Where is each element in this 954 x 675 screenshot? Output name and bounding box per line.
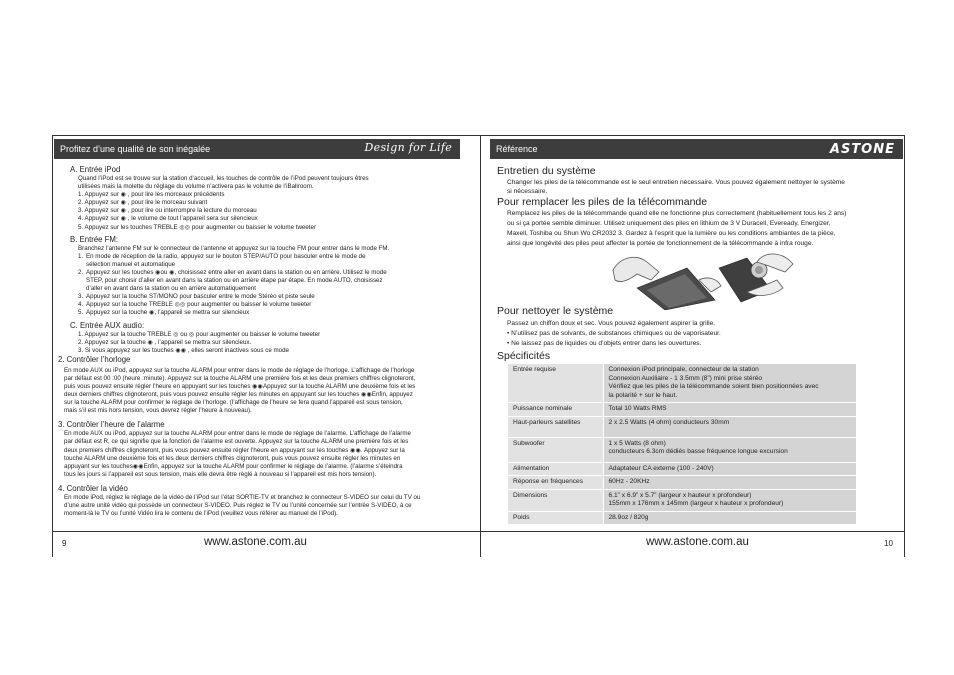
table-row (508, 364, 856, 403)
text-line: deux derniers chiffres clignoteront, puis vous pouvez ensuite régler les minutes en appuyant sur les touches ◉◉Enfin, appuyez (64, 391, 413, 399)
nettoyer-section (497, 305, 902, 363)
section-b-intro: Branchez l’antenne FM sur le connecteur de l’antenne et appuyez sur la touche FM pour entrer dans le mode FM. (78, 244, 390, 252)
text-line: En mode de réception de la radio, appuyez sur le bouton STEP/AUTO pour basculer entre le mode de (86, 252, 366, 260)
right-page-body (497, 165, 902, 249)
text-line: Connexion iPod principale, connecteur de la station (608, 366, 759, 373)
text-line: utilisées mais la molette du réglage du volume n’activera pas le volume de l’iBallroom. (78, 183, 314, 191)
text-line: la polarité + sur le haut. (608, 391, 678, 399)
left-header-title: Profitez d’une qualité de son inégalée (60, 144, 211, 154)
spec-value (603, 511, 856, 525)
nettoyer-intro: Passez un chiffon doux et sec. Vous pouvez également aspirer la grille. (507, 320, 716, 327)
list-item: 1. Appuyez sur ◉ , pour lire les morceaux précédents (78, 191, 225, 199)
list-item: 5. Appuyez sur les touches TREBLE ◎◎ pour augmenter ou baisser le volume tweeter (78, 223, 317, 231)
table-row (508, 511, 856, 525)
text-line: mais s’il est mis hors tension, vous devrez régler l’heure à nouveau). (64, 407, 252, 415)
section-4-text (58, 494, 462, 518)
text-line: par défaut est 00 :00 (heure :minute). Appuyez sur la touche ALARM une première fois et les deux premiers chiffres clignoteront, (64, 374, 416, 382)
text-line: sélection manuel et automatique (86, 260, 176, 268)
section-a-list (58, 191, 462, 231)
text-line: tous les jours si l’appareil est sous tension, mais elle devra être réglé à nouveau si l’appareil est mis hors tension). (64, 470, 377, 478)
text-line: Changer les piles de la télécommande est le seul entretien nécessaire. Vous pouvez également nettoyer le système (507, 179, 845, 186)
text-line: Remplacez les piles de la télécommande quand elle ne fonctionne plus correctement (habituellement tous les 2 ans) (507, 210, 847, 217)
spec-value (603, 462, 856, 476)
text-line: Connexion Auxiliaire - 1 3.5mm (8”) mini prise stéréo (608, 374, 763, 382)
bullet-item: • N’utilisez pas de solvants, de substances chimiques ou de vaporisateur. (507, 330, 721, 337)
text-line: En mode AUX ou iPod, appuyez sur la touche ALARM pour entrer dans le mode de réglage de l’horloge. L’affichage de l’horloge (64, 366, 415, 374)
spec-key: Puissance nominale (508, 403, 603, 417)
text-line: ainsi que longévité des piles peut affecter la portée de fonctionnement de la télécommande à infra rouge. (507, 240, 814, 247)
spec-value (603, 416, 856, 437)
section-2-heading: 2. Contrôler l’horloge (58, 354, 131, 364)
entretien-heading: Entretien du système (497, 165, 596, 177)
spec-key: Dimensions (508, 489, 603, 511)
list-item (58, 309, 462, 317)
text-line: Appuyez sur la touche ST/MONO pour basculer entre le mode Stéréo et piste seule (86, 293, 315, 301)
piles-heading: Pour remplacer les piles de la télécommande (497, 196, 708, 208)
section-b-heading: B. Entrée FM: (70, 234, 119, 244)
right-header-title: Référence (496, 144, 538, 154)
section-3-text (58, 430, 462, 479)
table-row (508, 476, 856, 490)
text-line: 28.9oz / 820g (608, 513, 649, 521)
spec-key: Subwoofer (508, 437, 603, 462)
text-line: En mode iPod, réglez le réglage de la vidéo de l’iPod sur l’état SORTIE-TV et branchez le connecteur S-VIDEO sur celui du TV ou (64, 493, 421, 501)
text-line: 1 x 5 Watts (8 ohm) (608, 439, 666, 447)
list-item (58, 269, 462, 293)
list-item (58, 301, 462, 309)
text-line: par défaut est R, ce qui signifie que la fonction de l’alarme est ouverte. Appuyez sur la touche ALARM une première fois et les (64, 438, 409, 446)
section-2-text (58, 367, 462, 416)
spec-key: Alimentation (508, 462, 603, 476)
text-line: Appuyez sur la touche TREBLE ◎◎ pour augmenter ou baisser le volume tweeter (86, 301, 312, 309)
text-line: 60Hz - 20KHz (608, 478, 650, 485)
page-divider (480, 135, 481, 557)
frame-bottom-rule (52, 531, 905, 532)
specs-heading: Spécificités (497, 350, 551, 362)
frame-top-rule (52, 135, 905, 136)
item-number: 4. (78, 301, 84, 309)
text-line: STEP, pour choisir d’aller en avant dans la station ou en arrière étape par étape. En mode AUTO, choisissez (86, 277, 383, 285)
text-line: Maxell, Toshiba ou Shun Wo CR2032 3. Gardez à l’esprit que la lumière ou les conditions ambiantes de la pièce, (507, 230, 836, 237)
text-line: si nécessaire. (507, 188, 548, 195)
list-item: 2. Appuyez sur la touche ◉ , l’appareil se mettra sur silencieux. (78, 338, 252, 346)
text-line: touche ALARM une deuxième fois et les deux derniers chiffres clignoteront, puis vous pouvez ensuite régler les minutes en (64, 454, 401, 462)
text-line: moment-là le TV ou l’unité Vidéo lira le contenu de l’iPod (veuillez vous référer au manuel de l’iPod). (64, 510, 338, 518)
spec-value (603, 476, 856, 490)
text-line: Quand l’iPod est se trouve sur la station d’accueil, les touches de contrôle de l’iPod peuvent toujours êtres (78, 175, 369, 182)
text-line: sur la touche ALARM pour confirmer le réglage de l’horloge. (l’affichage de l’heure se fera quand l’appareil est sous tension, (64, 399, 403, 407)
text-line: Appuyez sur les touches ◉ou ◉, choisissez entre aller en avant dans la station ou en arrière. Utilisez le mode (86, 268, 387, 276)
spec-key: Entrée requise (508, 364, 603, 403)
left-header-bar (54, 139, 460, 159)
right-footer-url[interactable]: www.astone.com.au (646, 536, 749, 548)
astone-logo: ASTONE (829, 142, 895, 157)
spec-value (603, 489, 856, 511)
list-item: 3. Appuyez sur ◉ , pour lire ou interrompre la lecture du morceau (78, 207, 257, 215)
specifications-table (508, 364, 856, 525)
text-line: Total 10 Watts RMS (608, 405, 667, 412)
frame-left-rule (52, 135, 53, 557)
piles-text (497, 209, 902, 249)
text-line: puis vous pouvez ensuite régler l’heure en appuyant sur les touches ◉◉Appuyez sur la touche ALARM une deuxième fois et les (64, 382, 416, 390)
battery-replacement-illustration (607, 250, 797, 310)
text-line: 155mm x 176mm x 145mm (largeur x hauteur x profondeur) (608, 500, 784, 507)
text-line: d’aller en avant dans la station ou en arrière automatiquement (86, 285, 256, 293)
right-header-bar (490, 139, 903, 159)
left-page-number: 9 (62, 539, 67, 548)
bullet-item: • Ne laissez pas de liquides ou d’objets entrer dans les ouvertures. (507, 339, 702, 347)
list-item: 3. Si vous appuyez sur les touches ◉◉ , elles seront inactives sous ce mode (78, 346, 289, 354)
text-line: Appuyez sur la touche ◉, l’appareil se mettra sur silencieux (86, 309, 250, 317)
table-row (508, 489, 856, 511)
table-row (508, 416, 856, 437)
section-c-list (58, 331, 462, 355)
section-b-list (58, 253, 462, 318)
table-row (508, 437, 856, 462)
text-line: d’une autre unité vidéo qui possède un connecteur S-VIDEO. Puis réglez le TV ou l’unité concernée sur l’entrée S-VIDEO, à ce (64, 502, 412, 509)
section-a-heading: A. Entrée iPod (70, 165, 121, 174)
section-3-heading: 3. Contrôler l’heure de l’alarme (58, 420, 165, 430)
list-item (58, 293, 462, 301)
section-a-intro (58, 175, 462, 191)
table-row (508, 462, 856, 476)
frame-right-rule (904, 135, 905, 557)
list-item: 2. Appuyez sur ◉ , pour lire le morceau suivant (78, 199, 208, 207)
text-line: appuyant sur les touches◉◉Enfin, appuyez sur la touche ALARM pour confirmer le réglage de l’alarme. (l’alarme s’éteindra (64, 462, 403, 470)
section-c-heading: C. Entrée AUX audio: (70, 320, 145, 330)
spec-value (603, 403, 856, 417)
text-line: 2 x 2.5 Watts (4 ohm) conducteurs 30mm (608, 418, 730, 426)
left-footer-url[interactable]: www.astone.com.au (204, 536, 307, 548)
list-item: 1. Appuyez sur la touche TREBLE ◎ ou ◎ pour augmenter ou baisser le volume tweeter (78, 330, 321, 338)
table-row (508, 403, 856, 417)
spec-key: Poids (508, 511, 603, 525)
entretien-text (497, 178, 902, 196)
text-line: Adaptateur CA externe (100 - 240V) (608, 464, 714, 472)
design-for-life-tagline: Design for Life (364, 141, 452, 154)
list-item (58, 253, 462, 269)
text-line: conducteurs 6.3cm dédiés basse fréquence longue excursion (608, 448, 788, 455)
item-number: 2. (78, 268, 84, 276)
text-line: ou si ça portée semble diminuer. Utilisez uniquement des piles en lithium de 3 V Duracell, Eveready, Energizer, (507, 220, 831, 227)
list-item: 4. Appuyez sur ◉ , le volume de tout l’appareil sera sur silencieux (78, 215, 258, 223)
section-4-heading: 4. Contrôler la vidéo (58, 483, 128, 493)
spec-value (603, 364, 856, 403)
text-line: Vérifiez que les piles de la télécommande soient bien positionnées avec (608, 383, 819, 390)
text-line: deux premiers chiffres clignoteront, puis vous pouvez ensuite régler l’heure en appuyant sur les touches ◉◉. Appuyez sur la (64, 446, 405, 454)
item-number: 5. (78, 309, 84, 317)
text-line: En mode AUX ou iPod, appuyez sur la touche ALARM pour entrer dans le mode de réglage de l’alarme. L’affichage de l’alarme (64, 430, 411, 438)
spec-value (603, 437, 856, 462)
nettoyer-heading: Pour nettoyer le système (497, 305, 614, 317)
right-page-number: 10 (884, 539, 893, 548)
item-number: 3. (78, 293, 84, 301)
spec-key: Réponse en fréquences (508, 476, 603, 490)
left-page-body (58, 165, 462, 520)
item-number: 1. (78, 252, 84, 260)
text-line: 6.1” x 6.9” x 5.7” (largeur x hauteur x profondeur) (608, 491, 752, 499)
spec-key: Haut-parleurs satellites (508, 416, 603, 437)
